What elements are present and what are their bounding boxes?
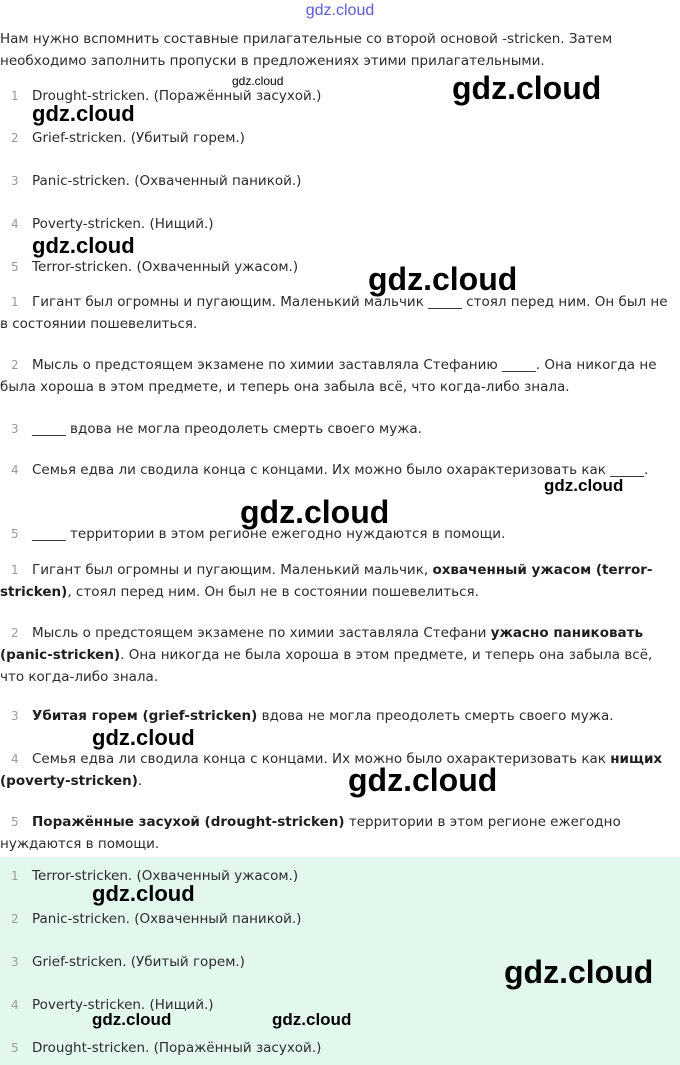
item-number: 2	[11, 912, 19, 926]
item-text: Terror-stricken. (Охваченный ужасом.)	[32, 259, 299, 275]
answer-post: . Она никогда не была хороша в этом предмете, и теперь она забыла всё, что когда-либо знала.	[0, 647, 653, 685]
intro-paragraph: Нам нужно вспомнить составные прилагательные со второй основой -stricken. Затем необходимо заполнить пропуски в предложениях этими прилагательными.	[0, 31, 613, 69]
item-number: 1	[11, 89, 19, 103]
task-text: Семья едва ли сводила конца с концами. Их можно было охарактеризовать как _____.	[32, 462, 649, 478]
task-item	[0, 291, 676, 335]
list-item	[0, 127, 676, 149]
item-number: 3	[11, 174, 19, 188]
task-item	[0, 418, 676, 440]
watermark: gdz.cloud	[32, 233, 135, 258]
item-number: 1	[11, 295, 19, 309]
task-item	[0, 354, 676, 398]
watermark: gdz.cloud	[452, 70, 602, 106]
watermark: gdz.cloud	[92, 881, 195, 906]
item-number: 4	[11, 463, 19, 477]
item-text: Panic-stricken. (Охваченный паникой.)	[32, 173, 302, 189]
answer-bold: охваченный ужасом (terror-stricken)	[0, 562, 653, 600]
answer-item	[0, 705, 676, 727]
item-text: Panic-stricken. (Охваченный паникой.)	[32, 911, 302, 927]
item-text: Drought-stricken. (Поражённый засухой.)	[32, 88, 322, 104]
item-number: 3	[11, 422, 19, 436]
answer-item	[0, 622, 676, 688]
item-text: Terror-stricken. (Охваченный ужасом.)	[32, 868, 299, 884]
task-text: Мысль о предстоящем экзамене по химии заставляла Стефанию _____. Она никогда не была хороша в этом предмете, и теперь она забыла всё, что когда-либо знала.	[0, 357, 657, 395]
answer-text	[0, 705, 676, 727]
item-number: 4	[11, 752, 19, 766]
answer-text	[0, 811, 676, 855]
item-number: 2	[11, 626, 19, 640]
answer-item	[0, 559, 676, 603]
list-item	[0, 256, 676, 278]
watermark: gdz.cloud	[272, 1010, 352, 1029]
watermark: gdz.cloud	[32, 101, 135, 126]
item-text: Poverty-stricken. (Нищий.)	[32, 216, 214, 232]
item-number: 5	[11, 815, 19, 829]
item-text: Grief-stricken. (Убитый горем.)	[32, 954, 245, 970]
answer-pre: Гигант был огромны и пугающим. Маленький мальчик,	[32, 562, 433, 578]
answer-text	[0, 559, 676, 603]
task-text: _____ вдова не могла преодолеть смерть своего мужа.	[32, 421, 422, 437]
list-item	[0, 213, 676, 235]
answer-post: вдова не могла преодолеть смерть своего мужа.	[257, 708, 614, 724]
watermark: gdz.cloud	[504, 954, 654, 990]
list-item	[0, 170, 676, 192]
item-number: 3	[11, 955, 19, 969]
item-text: Poverty-stricken. (Нищий.)	[32, 997, 214, 1013]
answer-post: территории в этом регионе ежегодно нуждаются в помощи.	[0, 814, 621, 852]
answer-bold: ужасно паниковать (panic-stricken)	[0, 625, 643, 663]
answer-bold: нищих (poverty-stricken)	[0, 751, 663, 789]
answer-bold: Убитая горем (grief-stricken)	[32, 708, 258, 724]
item-number: 2	[11, 358, 19, 372]
item-number: 4	[11, 998, 19, 1012]
item-number: 5	[11, 527, 19, 541]
answer-post: , стоял перед ним. Он был не в состоянии пошевелиться.	[67, 584, 479, 600]
answer-post: .	[137, 773, 143, 789]
item-number: 2	[11, 131, 19, 145]
list-item	[0, 1037, 676, 1059]
watermark: gdz.cloud	[92, 1010, 172, 1029]
item-number: 4	[11, 217, 19, 231]
item-number: 1	[11, 869, 19, 883]
item-text: Grief-stricken. (Убитый горем.)	[32, 130, 245, 146]
watermark: gdz.cloud	[92, 725, 195, 750]
task-text: Гигант был огромны и пугающим. Маленький мальчик _____ стоял перед ним. Он был не в состоянии пошевелиться.	[0, 294, 668, 332]
answer-item	[0, 811, 676, 855]
answer-text	[0, 622, 676, 688]
item-text: Drought-stricken. (Поражённый засухой.)	[32, 1040, 322, 1056]
watermark: gdz.cloud	[544, 476, 624, 495]
item-number: 5	[11, 1041, 19, 1055]
answer-pre: Семья едва ли сводила конца с концами. Их можно было охарактеризовать как	[32, 751, 611, 767]
watermark: gdz.cloud	[368, 261, 518, 297]
watermark: gdz.cloud	[240, 494, 390, 530]
watermark: gdz.cloud	[348, 762, 498, 798]
task-text: _____ территории в этом регионе ежегодно нуждаются в помощи.	[32, 526, 506, 542]
item-number: 5	[11, 260, 19, 274]
watermark: gdz.cloud	[232, 74, 284, 88]
answer-pre: Мысль о предстоящем экзамене по химии заставляла Стефани	[32, 625, 491, 641]
item-number: 3	[11, 709, 19, 723]
item-number: 1	[11, 563, 19, 577]
answer-item	[0, 748, 676, 792]
answer-text	[0, 748, 676, 792]
header-watermark: gdz.cloud	[305, 2, 375, 19]
answer-bold: Поражённые засухой (drought-stricken)	[32, 814, 345, 830]
list-item	[0, 908, 676, 930]
